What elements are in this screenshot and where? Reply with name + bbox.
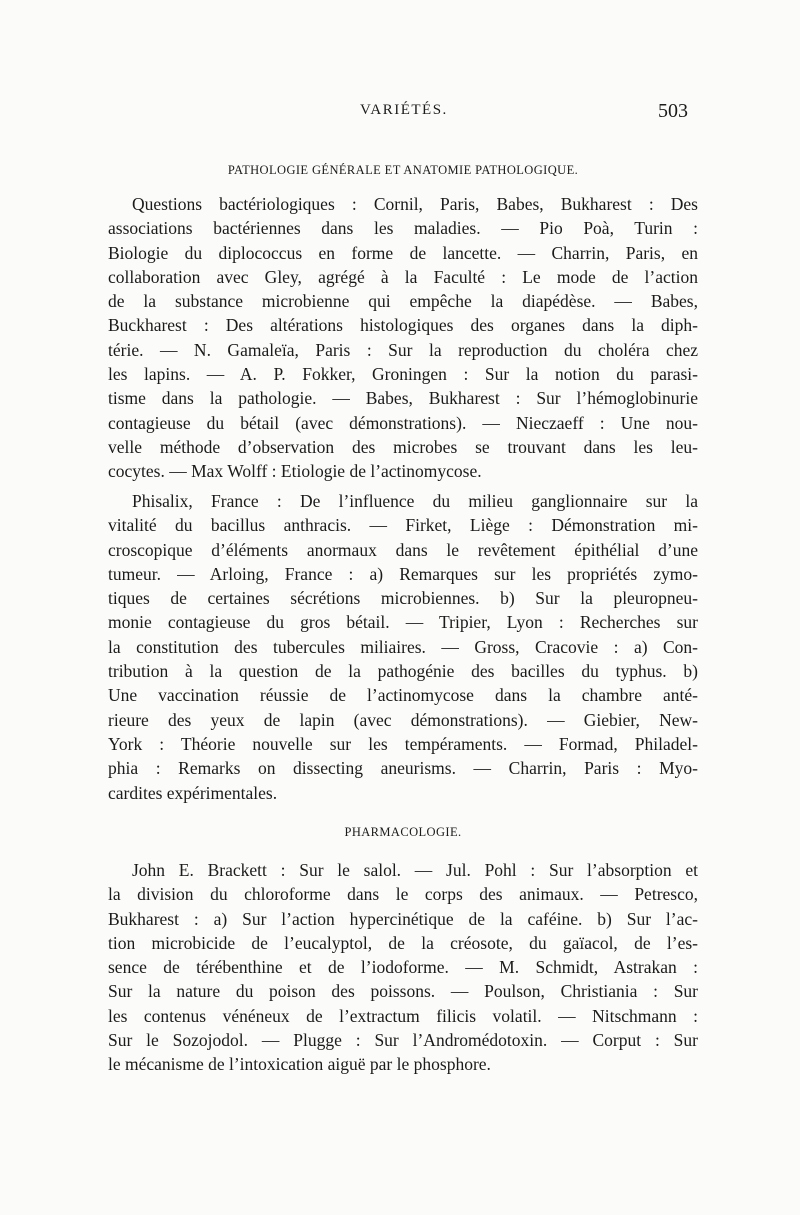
text-line: cardites expérimentales. — [108, 782, 278, 803]
running-title: VARIÉTÉS. — [360, 102, 448, 118]
text-line: Phisalix, France : De l’influence du milieu ganglionnaire sur la — [132, 491, 698, 511]
text-line: tiques de certaines sécrétions microbiennes. b) Sur la pleuropneu- — [108, 588, 698, 609]
paragraph — [108, 858, 698, 1077]
text-line: croscopique d’éléments anormaux dans le revêtement épithélial d’une — [108, 539, 698, 560]
text-line: collaboration avec Gley, agrégé à la Faculté : Le mode de l’action — [108, 266, 698, 287]
paragraph — [108, 489, 698, 805]
text-line: de la substance microbienne qui empêche la diapédèse. — Babes, — [108, 291, 698, 312]
section-heading-pathologie: PATHOLOGIE GÉNÉRALE ET ANATOMIE PATHOLOGIQUE. — [227, 163, 579, 177]
text-line: John E. Brackett : Sur le salol. — Jul. Pohl : Sur l’absorption et — [132, 860, 698, 880]
text-line: velle méthode d’observation des microbes se trouvant dans les leu- — [108, 436, 698, 457]
text-line: York : Théorie nouvelle sur les tempéraments. — Formad, Philadel- — [108, 733, 698, 754]
text-line: monie contagieuse du gros bétail. — Tripier, Lyon : Recherches sur — [108, 612, 698, 633]
text-line: Questions bactériologiques : Cornil, Paris, Babes, Bukharest : Des — [132, 194, 698, 214]
text-line: tisme dans la pathologie. — Babes, Bukharest : Sur l’hémoglobinurie — [108, 388, 698, 409]
text-line: vitalité du bacillus anthracis. — Firket, Liège : Démonstration mi- — [108, 515, 698, 536]
text-line: tumeur. — Arloing, France : a) Remarques sur les propriétés zymo- — [108, 563, 698, 584]
text-line: Sur la nature du poison des poissons. — Poulson, Christiania : Sur — [108, 981, 698, 1002]
text-line: Buckharest : Des altérations histologiques des organes dans la diph- — [108, 315, 698, 336]
paragraph — [108, 192, 698, 484]
text-line: sence de térébenthine et de l’iodoforme. — M. Schmidt, Astrakan : — [108, 957, 698, 978]
text-line: tion microbicide de l’eucalyptol, de la créosote, du gaïacol, de l’es- — [108, 932, 698, 953]
text-line: rieure des yeux de lapin (avec démonstrations). — Giebier, New- — [108, 709, 698, 730]
text-line: térie. — N. Gamaleïa, Paris : Sur la reproduction du choléra chez — [108, 339, 698, 360]
text-line: les contenus vénéneux de l’extractum filicis volatil. — Nitschmann : — [108, 1005, 698, 1026]
running-head — [0, 100, 800, 124]
text-line: contagieuse du bétail (avec démonstrations). — Nieczaeff : Une nou- — [108, 412, 698, 433]
text-line: cocytes. — Max Wolff : Etiologie de l’actinomycose. — [108, 461, 482, 482]
text-line: Bukharest : a) Sur l’action hypercinétique de la caféine. b) Sur l’ac- — [108, 908, 698, 929]
text-line: la constitution des tubercules miliaires. — Gross, Cracovie : a) Con- — [108, 636, 698, 657]
text-line: Sur le Sozojodol. — Plugge : Sur l’Andromédotoxin. — Corput : Sur — [108, 1030, 698, 1051]
section-heading-pharmacologie: PHARMACOLOGIE. — [344, 825, 462, 839]
text-line: phia : Remarks on dissecting aneurisms. — Charrin, Paris : Myo- — [108, 758, 698, 779]
text-line: tribution à la question de la pathogénie des bacilles du typhus. b) — [108, 661, 698, 682]
page-number: 503 — [658, 100, 688, 122]
text-line: associations bactériennes dans les maladies. — Pio Poà, Turin : — [108, 218, 698, 239]
text-line: Biologie du diplococcus en forme de lancette. — Charrin, Paris, en — [108, 242, 698, 263]
text-line: le mécanisme de l’intoxication aiguë par le phosphore. — [108, 1054, 491, 1075]
text-line: la division du chloroforme dans le corps des animaux. — Petresco, — [108, 884, 698, 905]
text-line: Une vaccination réussie de l’actinomycose dans la chambre anté- — [108, 685, 698, 706]
text-line: les lapins. — A. P. Fokker, Groningen : Sur la notion du parasi- — [108, 364, 698, 385]
